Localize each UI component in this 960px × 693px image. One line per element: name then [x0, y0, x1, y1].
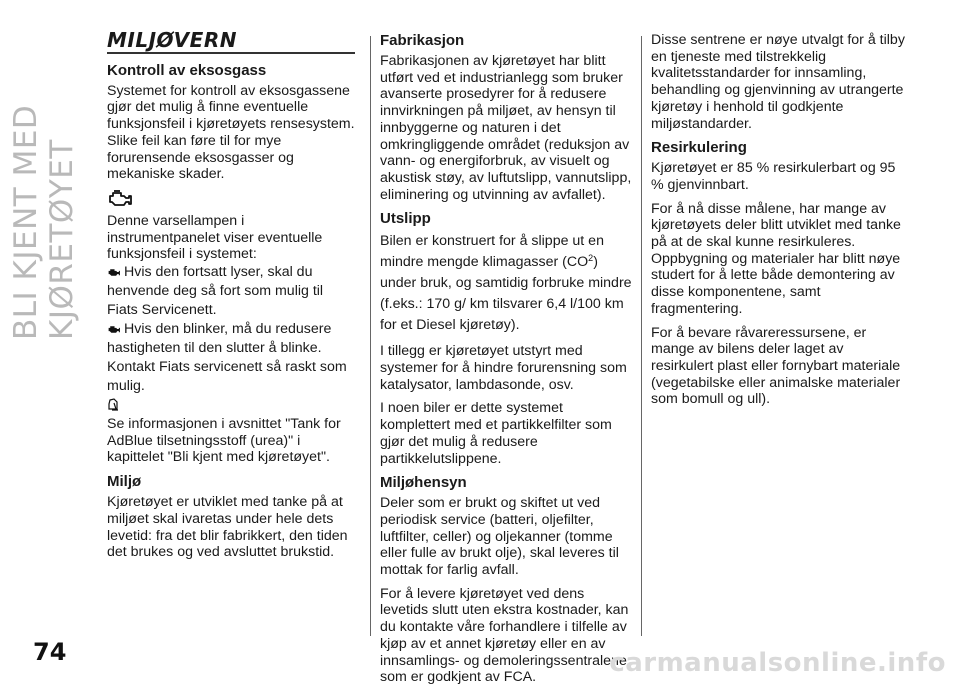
paragraph-disse: Disse sentrene er nøye utvalgt for å tilby en tjeneste med tilstrekkelig kvalitetsstandarder for innsamling, behandling og gjenvinning av utrangerte kjøretøy i henhold til godkjente miljøstandarder.	[651, 32, 905, 132]
heading-kontroll: Kontroll av eksosgass	[107, 61, 267, 79]
engine-warning-inline-icon	[107, 267, 121, 278]
paragraph-fortsatt-text: Hvis den fortsatt lyser, skal du henvende deg så fort som mulig til Fiats Servicenett.	[107, 264, 324, 319]
paragraph-deler: Deler som er brukt og skiftet ut ved periodisk service (batteri, oljefilter, luftfilter, celler) og oljekanner (tomme eller fulle av brukt olje), skal leveres til mottak for farlig avfall.	[380, 495, 619, 579]
paragraph-bevare: For å bevare råvareressursene, er mange av bilens deler laget av resirkulert plast eller fornybart materiale (vegetabilske eller animalske materialer som bomull og ull).	[651, 324, 901, 408]
page-title: MILJØVERN	[107, 32, 355, 54]
heading-miljo: Miljø	[107, 473, 142, 491]
co2-subscript: 2	[588, 253, 594, 264]
utslipp-text-b: ) under bruk, og samtidig forbruke mindre (f.eks.: 170 g/ km tilsvarer 6,4 l/100 km for et Diesel kjøretøy).	[380, 254, 632, 334]
watermark: carmanualsonline.info	[609, 648, 946, 678]
paragraph-levere: For å levere kjøretøyet ved dens levetids slutt uten ekstra kostnader, kan du kontakte våre forhandlere i tilfelle av kjøp av et annet kjøretøy eller en av innsamlings- og demoleringssentralene som er godkjent av FCA.	[380, 585, 629, 686]
paragraph-se: Se informasjonen i avsnittet "Tank for AdBlue tilsetningsstoff (urea)" i kapittelet "Bli kjent med kjøretøyet".	[107, 416, 341, 466]
info-icon-line	[107, 398, 357, 414]
engine-warning-inline-icon-2	[107, 324, 121, 335]
column-2	[380, 28, 634, 693]
chapter-side-title: BLI KJENT MED KJØRETØYET	[8, 104, 80, 340]
column-3	[651, 28, 905, 415]
paragraph-noen: I noen biler er dette systemet komplettert med et partikkelfilter som gjør det mulig å redusere partikkelutslippene.	[380, 400, 612, 467]
engine-warning-icon	[107, 190, 133, 208]
paragraph-denne	[107, 213, 357, 263]
info-note-icon	[107, 398, 121, 412]
paragraph-miljo: Kjøretøyet er utviklet med tanke på at miljøet skal ivaretas under hele dets levetid: fra det blir fabrikkert, den tiden det brukes og ved avsluttet brukstid.	[107, 494, 348, 561]
column-divider-1	[370, 36, 371, 636]
paragraph-blinker	[107, 320, 357, 358]
paragraph-fabrikasjon: Fabrikasjonen av kjøretøyet har blitt utført ved et industrianlegg som bruker avanserte prosedyrer for å redusere innvirkningen på miljøet, av hensyn til innbyggerne og naturen i det omkringliggende området (reduksjon av vann- og energiforbruk, av visuelt og akustisk støy, av luftutslipp, vannutslipp, eliminering og utvinning av avfallet).	[380, 53, 632, 203]
engine-warning-icon-line	[107, 190, 357, 210]
heading-resirkulering: Resirkulering	[651, 139, 747, 157]
column-divider-2	[641, 36, 642, 636]
paragraph-fortsatt	[107, 263, 357, 320]
utslipp-text-a: Bilen er konstruert for å slippe ut en mindre mengde klimagasser (CO	[380, 233, 604, 271]
paragraph-kontakt: Kontakt Fiats servicenett så raskt som mulig.	[107, 359, 347, 395]
paragraph-utslipp	[380, 231, 634, 336]
paragraph-tillegg: I tillegg er kjøretøyet utstyrt med systemer for å hindre forurensning som katalysator, lambdasonde, osv.	[380, 343, 627, 393]
paragraph-denne-text: Denne varsellampen i instrumentpanelet viser eventuelle funksjonsfeil i systemet:	[107, 212, 323, 263]
heading-miljohensyn: Miljøhensyn	[380, 474, 467, 492]
heading-utslipp: Utslipp	[380, 210, 431, 228]
paragraph-for: For å nå disse målene, har mange av kjøretøyets deler blitt utviklet med tanke på at de skal kunne resirkuleres. Oppbygning og materialer har blitt nøye studert for å lette både demontering av disse komponentene, samt fragmentering.	[651, 200, 901, 317]
heading-fabrikasjon: Fabrikasjon	[380, 32, 465, 49]
paragraph-kjoretoy: Kjøretøyet er 85 % resirkulerbart og 95 % gjenvinnbart.	[651, 160, 896, 193]
page-number: 74	[33, 638, 67, 666]
paragraph-blinker-text: Hvis den blinker, må du redusere hastigheten til den slutter å blinke.	[107, 321, 332, 357]
column-1	[107, 28, 357, 568]
paragraph-kontroll: Systemet for kontroll av eksosgassene gjør det mulig å finne eventuelle funksjonsfeil i kjøretøyets rensesystem. Slike feil kan føre til for mye forurensende eksosgasser og mekaniske skader.	[107, 82, 355, 183]
